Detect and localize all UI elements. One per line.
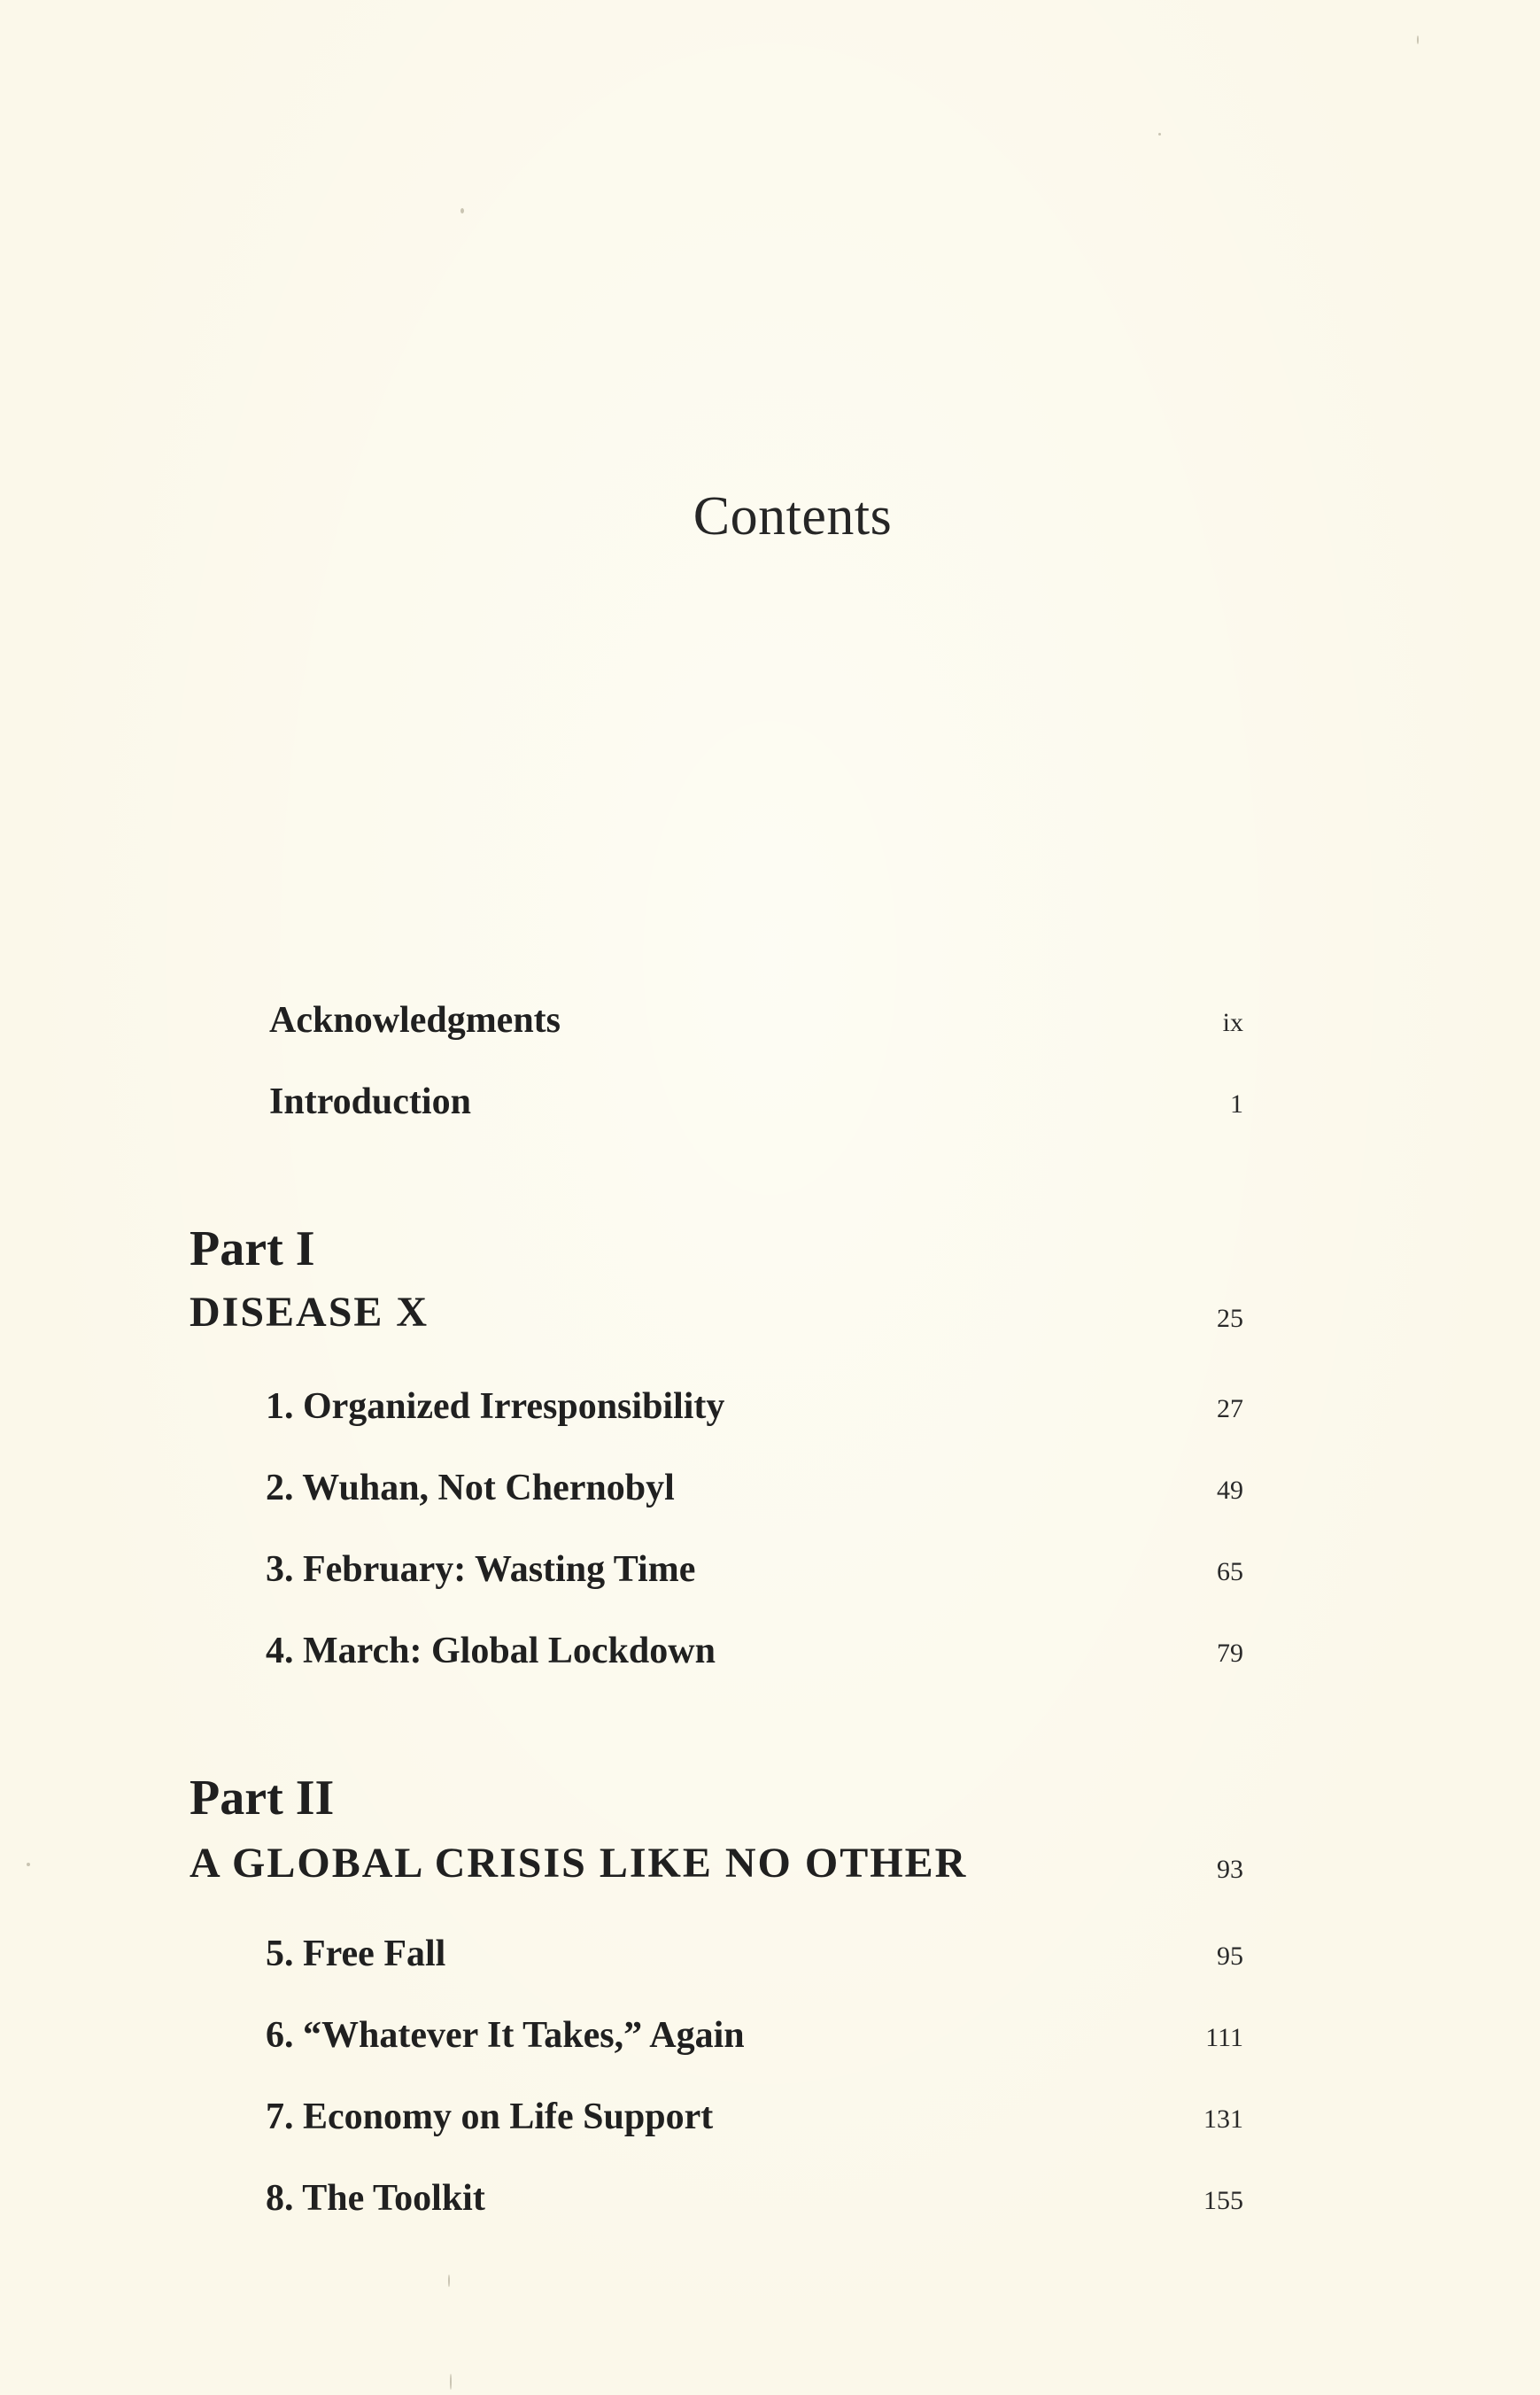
toc-entry-page: 49 xyxy=(1217,1476,1243,1505)
contents-heading: Contents xyxy=(693,486,893,546)
toc-chapter-1[interactable] xyxy=(266,1385,1332,1438)
toc-entry-page: 111 xyxy=(1205,2023,1243,2052)
toc-entry-page: 65 xyxy=(1217,1557,1243,1586)
toc-chapter-7[interactable] xyxy=(266,2096,1332,2149)
paper-speck xyxy=(450,2374,452,2390)
toc-chapter-3[interactable] xyxy=(266,1548,1332,1601)
part-label: Part I xyxy=(190,1221,315,1276)
toc-chapter-2[interactable] xyxy=(266,1467,1332,1520)
toc-entry-introduction[interactable] xyxy=(269,1081,1332,1134)
toc-entry-page: ix xyxy=(1222,1008,1243,1037)
toc-chapter-5[interactable] xyxy=(266,1933,1332,1986)
chapter-label: 4. March: Global Lockdown xyxy=(266,1631,716,1671)
toc-chapter-4[interactable] xyxy=(266,1630,1332,1683)
toc-entry-page: 1 xyxy=(1230,1089,1243,1119)
toc-entry-page: 25 xyxy=(1217,1304,1243,1333)
toc-chapter-6[interactable] xyxy=(266,2014,1332,2067)
chapter-label: 2. Wuhan, Not Chernobyl xyxy=(266,1468,675,1508)
toc-entry-label: Introduction xyxy=(269,1081,471,1122)
chapter-label: 6. “Whatever It Takes,” Again xyxy=(266,2015,745,2056)
chapter-label: 1. Organized Irresponsibility xyxy=(266,1386,725,1427)
part-title-label: A GLOBAL CRISIS LIKE NO OTHER xyxy=(190,1840,968,1887)
paper-speck xyxy=(460,208,464,213)
part-title-label: DISEASE X xyxy=(190,1289,429,1336)
toc-entry-page: 27 xyxy=(1217,1394,1243,1423)
paper-speck xyxy=(1417,35,1419,44)
toc-entry-page: 79 xyxy=(1217,1639,1243,1668)
part-label: Part II xyxy=(190,1771,335,1825)
toc-part-title[interactable] xyxy=(190,1839,1332,1892)
paper-speck xyxy=(27,1863,30,1866)
chapter-label: 5. Free Fall xyxy=(266,1934,446,1974)
toc-entry-page: 95 xyxy=(1217,1942,1243,1971)
toc-entry-acknowledgments[interactable] xyxy=(269,999,1332,1052)
toc-entry-page: 155 xyxy=(1203,2186,1243,2215)
paper-speck xyxy=(1158,133,1161,136)
toc-entry-page: 131 xyxy=(1203,2104,1243,2134)
paper-speck xyxy=(448,2275,450,2287)
toc-part-title[interactable] xyxy=(190,1288,1332,1341)
toc-entry-page: 93 xyxy=(1217,1855,1243,1884)
chapter-label: 7. Economy on Life Support xyxy=(266,2097,714,2137)
chapter-label: 8. The Toolkit xyxy=(266,2178,485,2219)
chapter-label: 3. February: Wasting Time xyxy=(266,1549,696,1590)
toc-entry-label: Acknowledgments xyxy=(269,1000,561,1041)
toc-chapter-8[interactable] xyxy=(266,2177,1332,2230)
